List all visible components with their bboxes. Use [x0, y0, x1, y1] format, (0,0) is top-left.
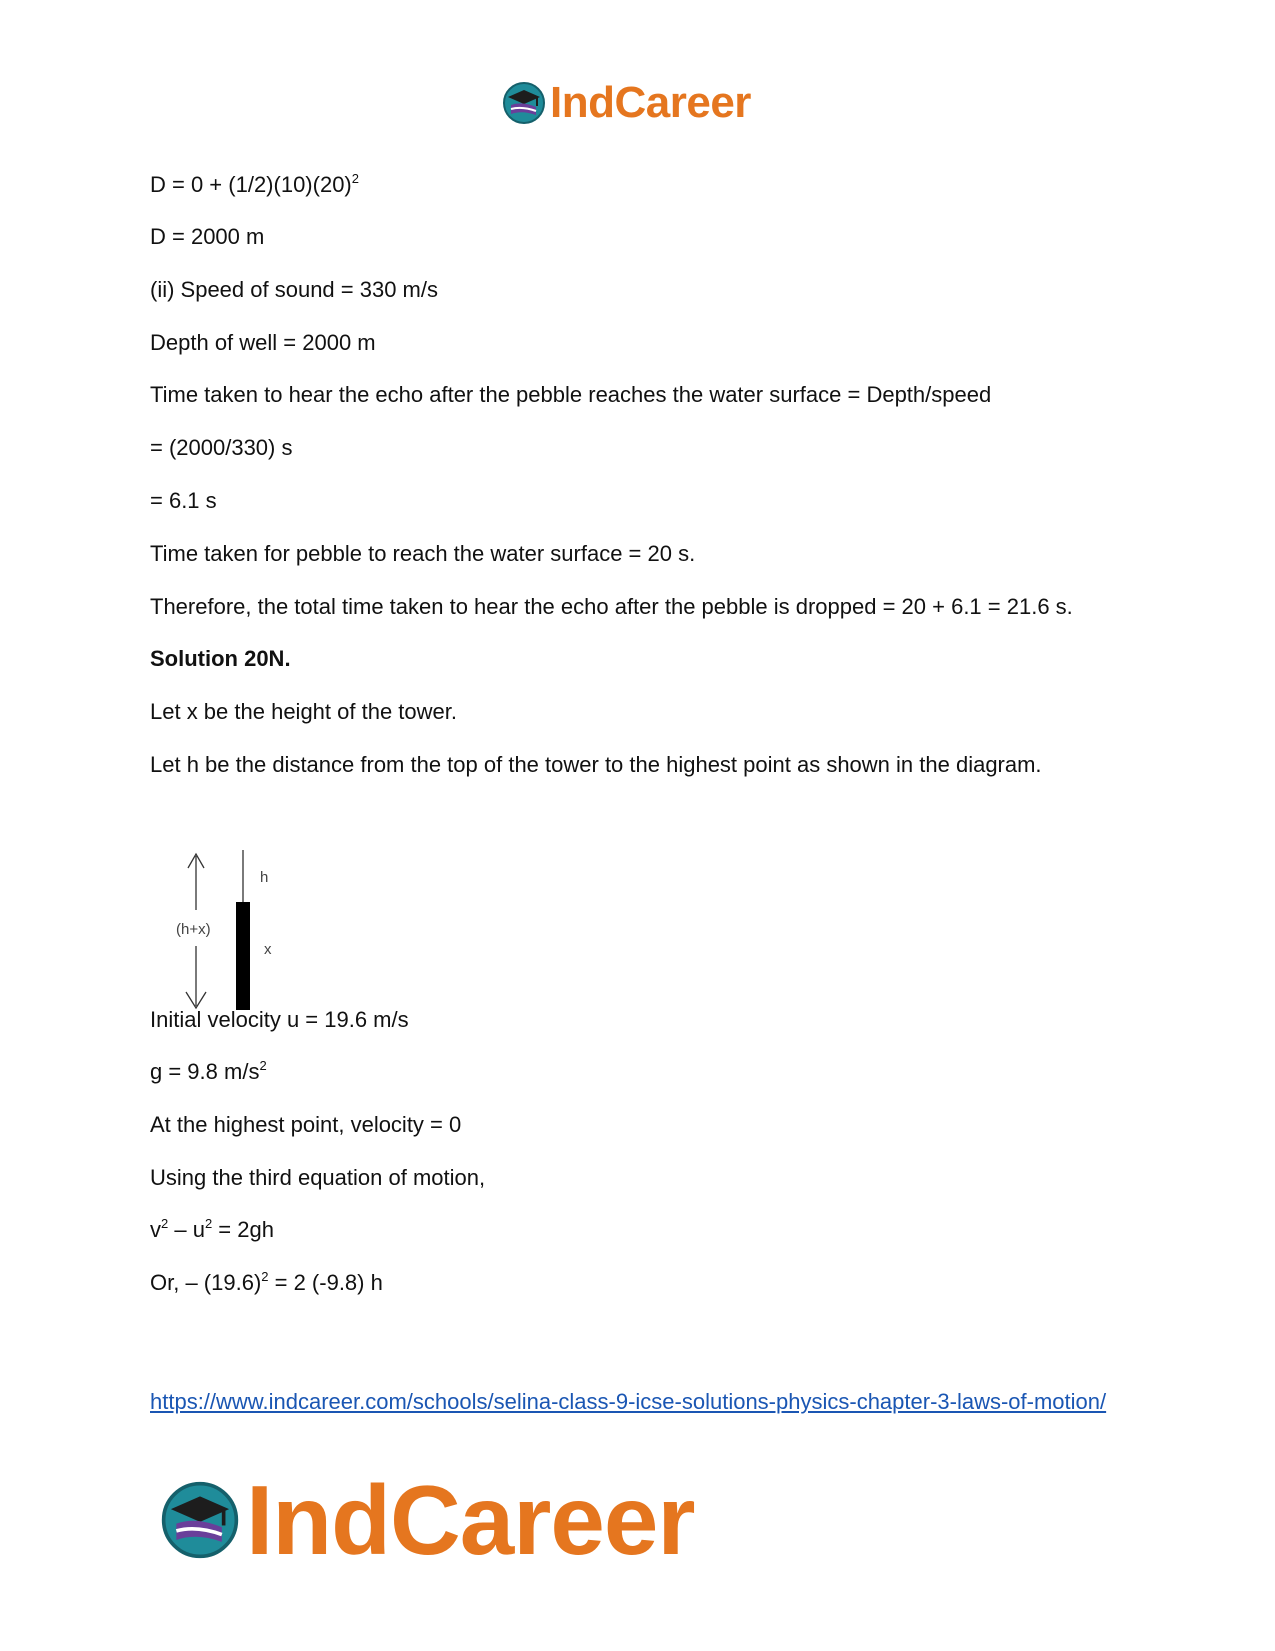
- text-line: Time taken to hear the echo after the pebble reaches the water surface = Depth/speed: [150, 382, 992, 407]
- text-line: (ii) Speed of sound = 330 m/s: [150, 277, 438, 302]
- text-line: D = 2000 m: [150, 224, 265, 249]
- header-logo: [502, 78, 751, 128]
- text-line: At the highest point, velocity = 0: [150, 1112, 462, 1137]
- brand-name: IndCareer: [246, 1465, 695, 1575]
- equation-line: Or, – $(19.6)^2 = 2$ (-9.8) h: [150, 1269, 383, 1295]
- text-line: = 6.1 s: [150, 488, 217, 513]
- graduation-cap-book-icon: [160, 1480, 240, 1560]
- label-total-height: (h+x): [176, 921, 211, 938]
- tower: [236, 902, 250, 1010]
- text-line: Let x be the height of the tower.: [150, 699, 457, 724]
- equation-line: $v^2 - u^2 = 2gh$: [150, 1216, 274, 1242]
- label-x: x: [264, 941, 272, 958]
- text-line: Therefore, the total time taken to hear the echo after the pebble is dropped = 20 + 6.1 = 21.6 s.: [150, 594, 1073, 619]
- up-arrow: [188, 854, 204, 910]
- solution-heading: Solution 20N.: [150, 646, 291, 671]
- text-line: Depth of well = 2000 m: [150, 330, 376, 355]
- text-line: g = 9.8 $m/s^2$: [150, 1058, 267, 1084]
- footer-logo: [160, 1465, 695, 1575]
- text-line: Let h be the distance from the top of the tower to the highest point as shown in the diagram.: [150, 752, 1042, 777]
- text-line: $D = 0 + (1/2)(10)(20)^2$: [150, 171, 359, 197]
- tower-diagram: [170, 846, 290, 1016]
- source-link[interactable]: https://www.indcareer.com/schools/selina-class-9-icse-solutions-physics-chapter-3-laws-of-motion/: [150, 1389, 1107, 1414]
- text-line: Using the third equation of motion,: [150, 1165, 486, 1190]
- label-h: h: [260, 869, 269, 886]
- text-line: Initial velocity u = 19.6 m/s: [150, 1007, 409, 1032]
- down-arrow: [186, 946, 206, 1008]
- graduation-cap-book-icon: [502, 81, 546, 125]
- text-line: Time taken for pebble to reach the water surface = 20 s.: [150, 541, 696, 566]
- text-line: = (2000/330) s: [150, 435, 293, 460]
- brand-name: IndCareer: [550, 78, 751, 127]
